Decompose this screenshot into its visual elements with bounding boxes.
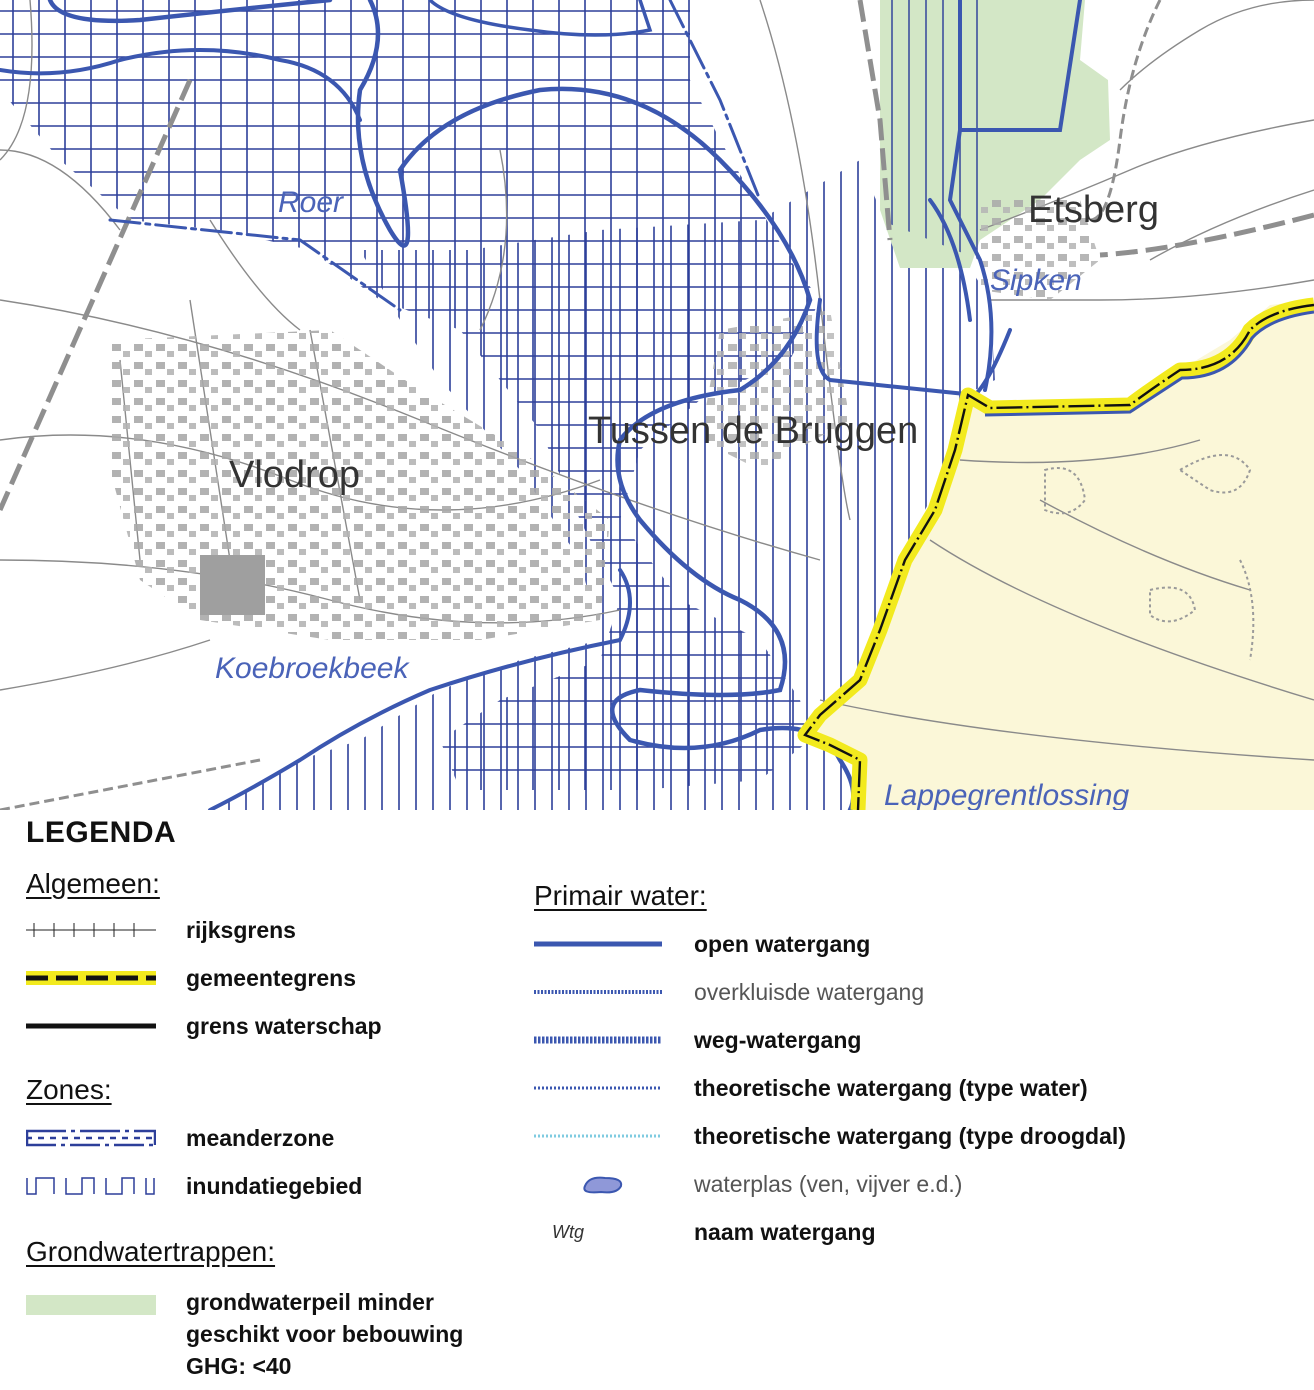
legend-label: waterplas (ven, vijver e.d.) bbox=[694, 1170, 963, 1197]
legend-label: overkluisde watergang bbox=[694, 978, 925, 1005]
legend-item-gemeentegrens bbox=[26, 958, 356, 998]
waterplas-symbol bbox=[534, 1169, 674, 1199]
legend-item-grens-waterschap bbox=[26, 1006, 382, 1046]
open-watergang-symbol bbox=[534, 929, 674, 959]
legend-item-weg-watergang bbox=[534, 1020, 861, 1060]
legend-label: rijksgrens bbox=[186, 916, 296, 943]
water-label-roer: Roer bbox=[278, 186, 344, 219]
legend-item-meanderzone bbox=[26, 1118, 334, 1158]
place-label-tussen: Tussen de Bruggen bbox=[588, 410, 919, 452]
legend bbox=[0, 810, 1314, 1390]
overkluisde-symbol bbox=[534, 977, 674, 1007]
water-label-sipken: Sipken bbox=[990, 264, 1082, 297]
legend-item-groundwater bbox=[26, 1286, 463, 1386]
legend-heading-general: Algemeen: bbox=[26, 868, 160, 899]
legend-label: inundatiegebied bbox=[186, 1172, 363, 1199]
legend-label: GHG: <40 bbox=[186, 1353, 292, 1379]
legend-label: meanderzone bbox=[186, 1124, 335, 1151]
legend-item-naam-watergang bbox=[534, 1212, 876, 1252]
legend-label: weg-watergang bbox=[694, 1026, 862, 1053]
legend-heading-primary-water: Primair water: bbox=[534, 880, 707, 911]
legend-label: theoretische watergang (type water) bbox=[694, 1074, 1088, 1101]
legend-title: LEGENDA bbox=[26, 816, 177, 849]
legend-item-rijksgrens bbox=[26, 910, 296, 950]
place-label-vlodrop: Vlodrop bbox=[229, 454, 360, 496]
legend-label: gemeentegrens bbox=[186, 964, 357, 991]
legend-label: geschikt voor bebouwing bbox=[186, 1321, 464, 1347]
legend-item-open-watergang bbox=[534, 924, 870, 964]
water-label-koebroekbeek: Koebroekbeek bbox=[215, 652, 409, 685]
legend-item-theoretische-droogdal bbox=[534, 1116, 1126, 1156]
legend-heading-zones: Zones: bbox=[26, 1074, 112, 1105]
rijksgrens-symbol bbox=[26, 915, 166, 945]
place-label-etsberg: Etsberg bbox=[1028, 189, 1159, 231]
legend-label: grens waterschap bbox=[186, 1012, 382, 1039]
legend-item-waterplas bbox=[534, 1164, 962, 1204]
naam-watergang-symbol bbox=[534, 1217, 692, 1247]
waterschap-symbol bbox=[26, 1011, 166, 1041]
theoretische-droogdal-symbol bbox=[534, 1121, 674, 1151]
inundatie-symbol bbox=[26, 1171, 166, 1201]
meanderzone-symbol bbox=[26, 1123, 166, 1153]
legend-label: grondwaterpeil minder bbox=[186, 1289, 434, 1315]
water-label-lappegrent: Lappegrentlossing bbox=[884, 779, 1130, 810]
theoretische-water-symbol bbox=[534, 1073, 674, 1103]
legend-label: open watergang bbox=[694, 930, 871, 957]
legend-item-overkluisde-watergang bbox=[534, 972, 924, 1012]
weg-watergang-symbol bbox=[534, 1025, 674, 1055]
gemeentegrens-symbol bbox=[26, 963, 166, 993]
legend-heading-groundwater: Grondwatertrappen: bbox=[26, 1236, 276, 1267]
legend-label: naam watergang bbox=[694, 1218, 876, 1245]
legend-label: theoretische watergang (type droogdal) bbox=[694, 1122, 1126, 1149]
legend-item-inundatiegebied bbox=[26, 1166, 362, 1206]
sample-water-name: Wtg bbox=[552, 1221, 585, 1242]
groundwater-swatch bbox=[26, 1294, 166, 1316]
legend-item-theoretische-water bbox=[534, 1068, 1088, 1108]
